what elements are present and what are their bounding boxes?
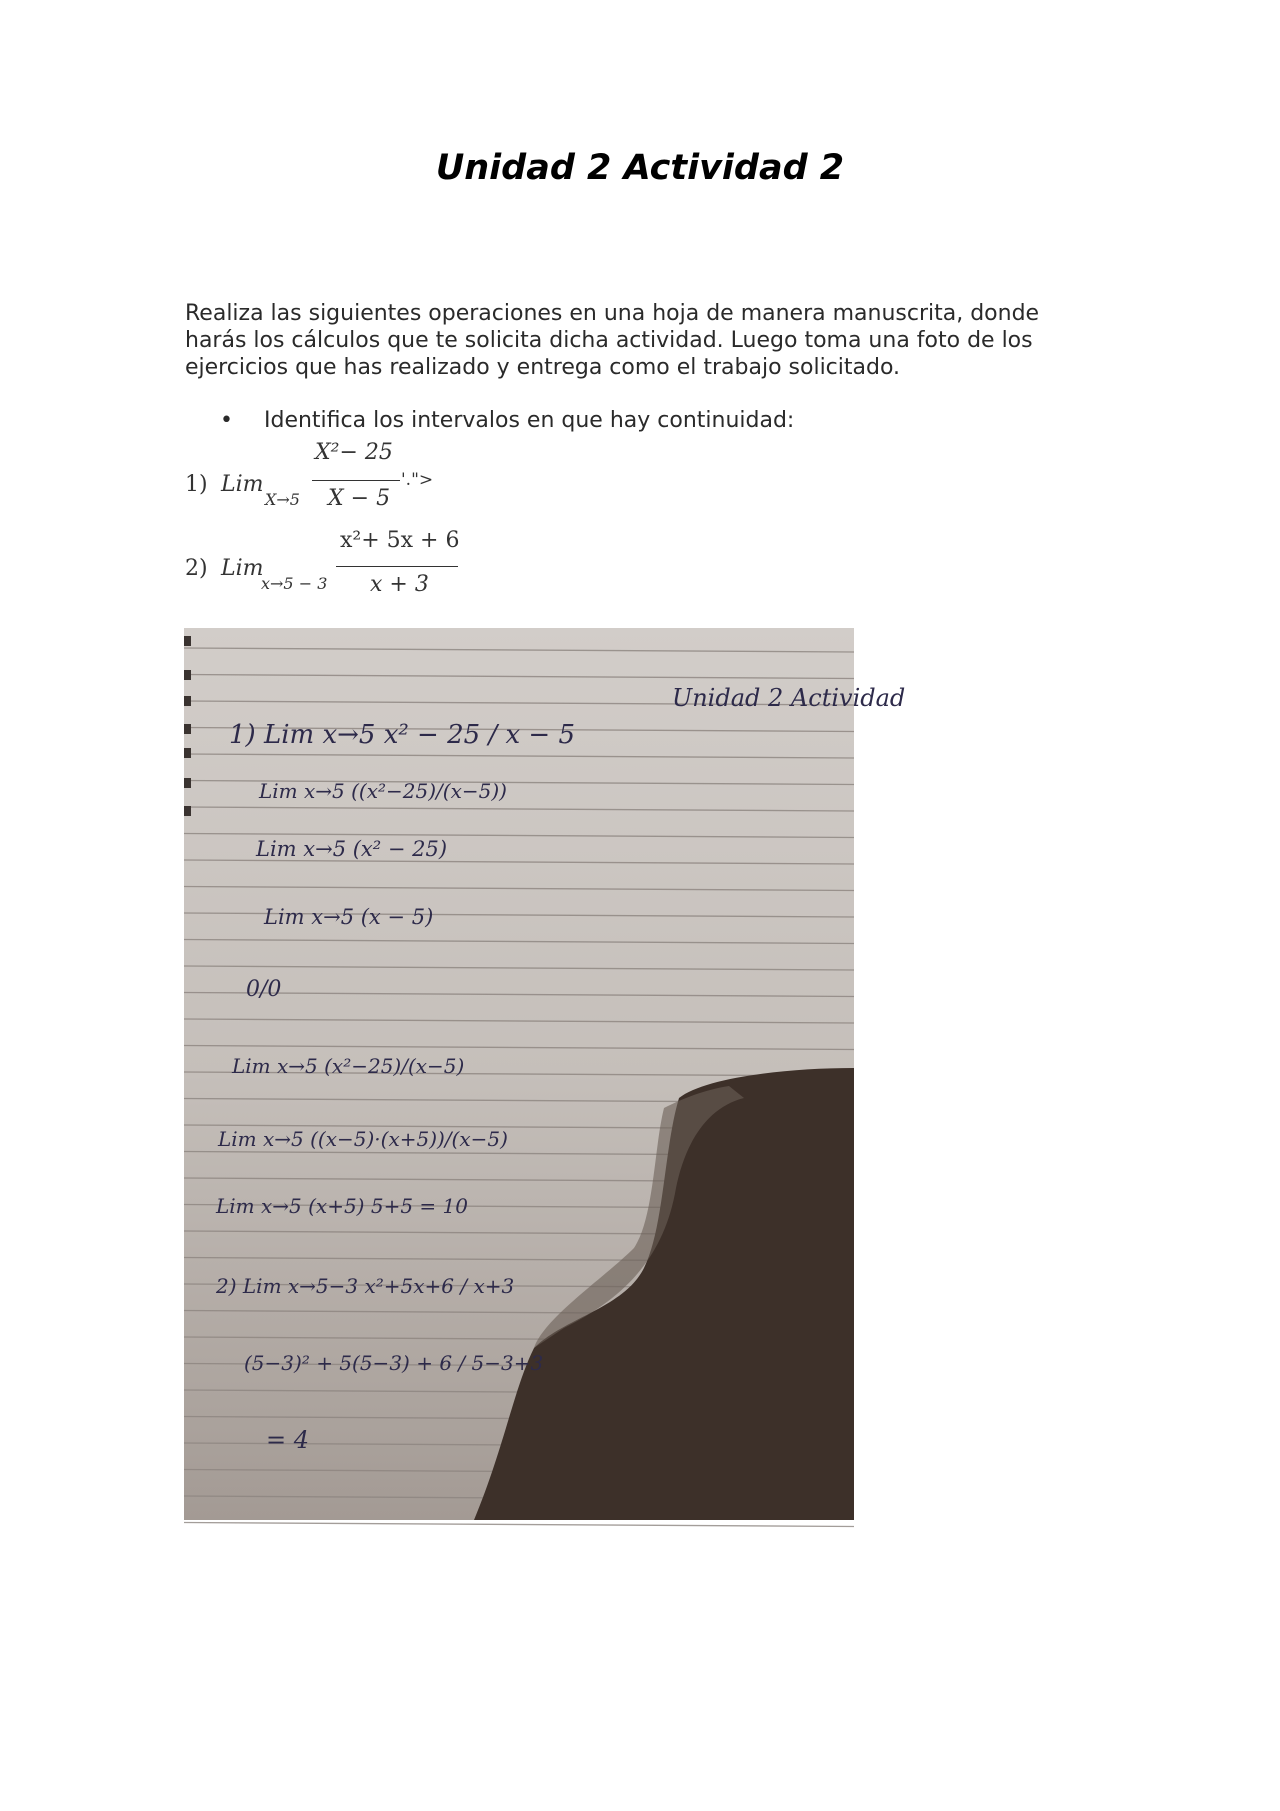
hw-line-2: Lim x→5 ((x²−25)/(x−5)) [259, 779, 507, 803]
handwritten-solution-photo [184, 628, 906, 1520]
hw-line-11: = 4 [266, 1426, 310, 1454]
bullet-symbol: • [220, 408, 233, 433]
formula-2-denominator: x + 3 [370, 572, 429, 597]
formula-2-fraction-bar [336, 566, 458, 567]
hw-line-8: Lim x→5 (x+5) 5+5 = 10 [216, 1194, 468, 1218]
hw-line-4: Lim x→5 (x − 5) [264, 905, 434, 929]
hw-line-1: 1) Lim x→5 x² − 25 / x − 5 [229, 720, 575, 750]
formula-1-numerator: X²− 25 [315, 440, 393, 465]
notebook-header: Unidad 2 Actividad [672, 684, 906, 712]
formula-2-subscript: x→5 − 3 [261, 574, 328, 593]
hw-line-5: 0/0 [246, 977, 282, 1002]
hw-line-10: (5−3)² + 5(5−3) + 6 / 5−3+3 [244, 1351, 544, 1375]
formula-1-number: 1) [185, 472, 208, 497]
hw-line-3: Lim x→5 (x² − 25) [256, 837, 448, 861]
formula-2-numerator: x²+ 5x + 6 [340, 528, 460, 553]
bullet-text: Identifica los intervalos en que hay continuidad: [264, 408, 795, 433]
hw-line-9: 2) Lim x→5−3 x²+5x+6 / x+3 [216, 1274, 515, 1298]
hw-line-7: Lim x→5 ((x−5)·(x+5))/(x−5) [218, 1127, 508, 1151]
formula-1-fraction-bar [312, 480, 400, 481]
notebook-photo-svg [184, 628, 906, 1520]
formula-1-lim: Lim [221, 472, 264, 497]
formula-1-denominator: X − 5 [328, 486, 391, 511]
formula-2-lim: Lim [221, 556, 264, 581]
formula-1-trailing: '."> [401, 470, 434, 490]
formula-1-subscript: X→5 [265, 490, 300, 509]
formula-1 [185, 440, 485, 520]
hw-line-6: Lim x→5 (x²−25)/(x−5) [232, 1054, 465, 1078]
formula-2-number: 2) [185, 556, 208, 581]
formula-2 [185, 528, 485, 608]
page-title: Unidad 2 Actividad 2 [435, 148, 845, 188]
ruled-line [184, 1523, 854, 1527]
instructions-paragraph: Realiza las siguientes operaciones en una hoja de manera manuscrita, donde harás los cálculos que te solicita dicha actividad. Luego toma una foto de los ejercicios que has realizado y entrega como el trabajo solicitado. [185, 301, 1040, 380]
